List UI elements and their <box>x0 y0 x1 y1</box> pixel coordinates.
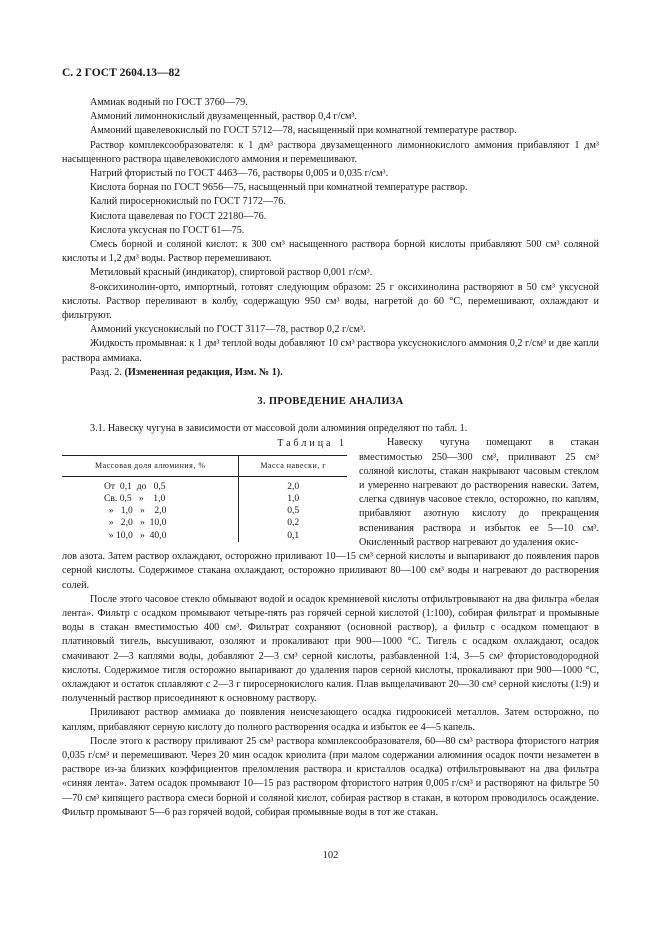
table-cell-mass: 0,5 <box>287 505 300 517</box>
reagent-item: Натрий фтористый по ГОСТ 4463—76, растворы 0,005 и 0,035 г/см³. <box>90 168 389 180</box>
document-body <box>62 96 599 820</box>
table-cell-range: » 1,0 » 2,0 <box>62 505 239 517</box>
table-cell-mass: 0,1 <box>287 529 300 541</box>
reagent-item: Смесь борной и соляной кислот: к 300 см³ насыщенного раствора борной кислоты прибавляют 500 см³ соляной кислоты и 1,2 дм³ воды. Раствор перемешивают. <box>62 239 599 265</box>
paragraph-ammonia: Приливают раствор аммиака до появления неисчезающего осадка гидроокисей металлов. Затем осторожно, по каплям, прибавляют серную кислоту до полного растворения осадка и избыток ее 4—5 капель. <box>62 707 599 733</box>
page-header: С. 2 ГОСТ 2604.13—82 <box>62 67 181 79</box>
table-row <box>62 476 347 493</box>
table-header-aluminium: Массовая доля алюминия, % <box>62 455 239 476</box>
table-cell-mass: 0,2 <box>287 517 300 529</box>
revision-note <box>62 366 599 380</box>
reagent-item: Кислота борная по ГОСТ 9656—75, насыщенный при комнатной температуре раствор. <box>90 182 468 194</box>
table-row <box>62 517 347 529</box>
table-row <box>62 505 347 517</box>
table-row <box>62 530 347 542</box>
reagent-item: Кислота щавелевая по ГОСТ 22180—76. <box>90 210 267 222</box>
page-number: 102 <box>322 850 339 861</box>
paragraph-filtration: После этого часовое стекло обмывают водой и осадок кремниевой кислоты отфильтровывают на два фильтра «белая лента». Фильтр с осадком промывают четыре-пять раз горячей серной кислотой (1:100), собирая фильтрат и промывные воды в стакан вместимостью 400 см³. Фильтрат сохраняют (основной раствор), а фильтр с осадком помещают в платиновый тигель, высушивают, озоляют и прокаливают при 900—1000 °С. Тигель с осадком охлаждают, осадок смачивают 2—3 каплями воды, добавляют 2—3 см³ серной кислоты, разбавленной 1:4, 3—5 см³ фтористоводородной кислоты. Содержимое тигля осторожно выпаривают до удаления паров серной кислоты, прокаливают при 900—1000 °С, охлаждают и остаток сплавляют с 2—3 г пиросернокислого калия. Плав выщелачивают 20—30 см³ серной кислоты (1:9) и полученный раствор присоединяют к основному раствору. <box>62 593 599 705</box>
reagent-item: Раствор комплексообразователя: к 1 дм³ раствора двузамещенного лимоннокислого аммония прибавляют 1 дм³ насыщенного раствора щавелевокислого аммония и перемешивают. <box>62 139 599 165</box>
section-title: 3. ПРОВЕДЕНИЕ АНАЛИЗА <box>257 396 404 408</box>
clause-3-1-intro: 3.1. Навеску чугуна в зависимости от массовой доли алюминия определяют по табл. 1. <box>90 423 468 435</box>
table-row <box>62 493 347 505</box>
clause-3-1-side-text: Навеску чугуна помещают в стакан вместимостью 250—300 см³, приливают 25 см³ соляной кислоты, стакан накрывают часовым стеклом и умеренно нагревают до растворения навески. Затем, слегка сдвинув часовое стекло, осторожно, по каплям, прибавляют азотную кислоту до прекращения вспенивания раствора и избыток ее 5—10 см³. Окисленный раствор нагревают до удаления окис- <box>359 437 599 548</box>
table-cell-range: » 2,0 » 10,0 <box>62 517 239 529</box>
reagent-item: Аммоний уксуснокислый по ГОСТ 3117—78, раствор 0,2 г/см³. <box>90 324 366 336</box>
reagent-item: Аммиак водный по ГОСТ 3760—79. <box>90 97 248 108</box>
reagent-item: Кислота уксусная по ГОСТ 61—75. <box>90 224 245 236</box>
reagent-item: Метиловый красный (индикатор), спиртовой раствор 0,001 г/см³. <box>90 267 373 279</box>
reagent-item: Аммоний лимоннокислый двузамещенный, раствор 0,4 г/см³. <box>90 111 358 123</box>
revision-bold: (Измененная редакция, Изм. № 1). <box>124 366 283 378</box>
paragraph-complexing: После этого к раствору приливают 25 см³ раствора комплексообразователя, 60—80 см³ раствора фтористого натрия 0,035 г/см³ и перемешивают. Через 20 мин осадок криолита (при малом содержании алюминия осадок почти незаметен в растворе из-за близких коэффициентов преломления раствора и кристаллов осадка) отфильтровывают на два фильтра «синяя лента». Затем осадок промывают 10—15 раз раствором фтористого натрия 0,005 г/см³ и растворяют на фильтре 50—70 см³ кипящего раствора смеси борной и соляной кислот, собирая раствор в стакан, в котором проводилось осаждение. Фильтр промывают 5—6 раз горячей водой, собирая промывные воды в тот же стакан. <box>62 735 599 818</box>
revision-prefix: Разд. 2. <box>90 366 125 378</box>
table-cell-mass: 2,0 <box>287 480 300 492</box>
reagent-item: Жидкость промывная: к 1 дм³ теплой воды добавляют 10 см³ раствора уксуснокислого аммония 0,2 г/см³ и две капли раствора аммиака. <box>62 338 599 364</box>
mass-table <box>62 455 347 542</box>
table-cell-range: От 0,1 до 0,5 <box>62 476 239 493</box>
table-cell-range: » 10,0 » 40,0 <box>62 530 239 542</box>
table-header-mass: Масса навески, г <box>239 455 347 476</box>
clause-3-1-continuation: лов азота. Затем раствор охлаждают, осторожно приливают 10—15 см³ серной кислоты и выпаривают до появления паров серной кислоты. Содержимое стакана охлаждают, осторожно приливают 80—100 см³ воды и нагревают до растворения солей. <box>62 551 599 591</box>
table-cell-range: Св. 0,5 » 1,0 <box>62 493 239 505</box>
reagent-item: Калий пиросернокислый по ГОСТ 7172—76. <box>90 196 286 208</box>
reagent-item: Аммоний щавелевокислый по ГОСТ 5712—78, насыщенный при комнатной температуре раствор. <box>90 125 517 137</box>
table-with-text <box>62 436 599 550</box>
table-caption: Таблица 1 <box>277 438 347 450</box>
table-1 <box>62 436 347 541</box>
reagent-item: 8-оксихинолин-орто, импортный, готовят следующим образом: 25 г оксихинолина растворяют в 50 см³ уксусной кислоты. Раствор переливают в колбу, содержащую 950 см³ воды, нагретой до 60 °С, перемешивают, охлаждают и фильтруют. <box>62 281 599 322</box>
table-cell-mass: 1,0 <box>287 493 300 505</box>
